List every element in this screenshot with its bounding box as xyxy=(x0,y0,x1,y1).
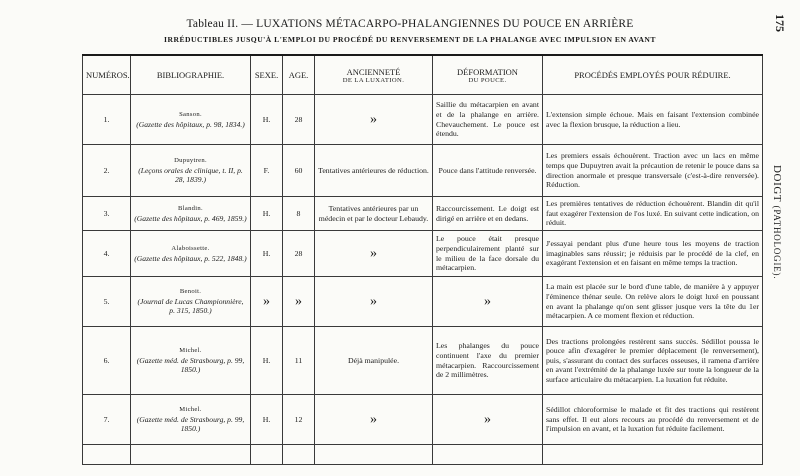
cell-age: 12 xyxy=(283,395,315,445)
col-header-age: AGE. xyxy=(283,55,315,95)
cell-anciennete: Déjà manipulée. xyxy=(315,327,433,395)
page-number: 175 xyxy=(773,14,787,32)
cell-bibliography xyxy=(131,145,251,197)
cell-procedes: J'essayai pendant plus d'une heure tous les moyens de traction imaginables sans réussir; je réduisis par le procédé de la clef, en exagérant l'extension et en faisant en même temps la traction. xyxy=(543,231,763,277)
cell-reference: (Gazette des hôpitaux, p. 522, 1848.) xyxy=(134,253,247,263)
cell-bibliography xyxy=(131,277,251,327)
table-row xyxy=(83,327,763,395)
cell-age: 60 xyxy=(283,145,315,197)
cell-age: » xyxy=(283,277,315,327)
cell-age: 11 xyxy=(283,327,315,395)
cell-reference: (Gazette des hôpitaux, p. 469, 1859.) xyxy=(134,213,247,223)
table-row xyxy=(83,95,763,145)
col-header-anciennete xyxy=(315,55,433,95)
cell-bibliography xyxy=(131,197,251,231)
cell-empty xyxy=(251,445,283,465)
cell-deformation: » xyxy=(433,277,543,327)
cell-empty xyxy=(283,445,315,465)
cell-sex: H. xyxy=(251,95,283,145)
cell-author: Michel. xyxy=(179,406,202,414)
col-header-procedes: PROCÉDÉS EMPLOYÉS POUR RÉDUIRE. xyxy=(543,55,763,95)
table-title: Tableau II. — LUXATIONS MÉTACARPO-PHALANGIENNES DU POUCE EN ARRIÈRE xyxy=(186,18,634,30)
header-row xyxy=(83,55,763,95)
cell-procedes: Sédillot chloroformise le malade et fit des tractions qui restèrent sans effet. Il eut alors recours au procédé du renversement et de l'impulsion en avant, et la luxation fut réduite facilement. xyxy=(543,395,763,445)
cell-deformation: » xyxy=(433,395,543,445)
cell-author: Alaboissette. xyxy=(171,244,210,252)
col-header-anciennete-title: ANCIENNETÉ xyxy=(346,66,401,77)
col-header-deformation-title: DÉFORMATION xyxy=(457,66,518,77)
cell-empty xyxy=(83,445,131,465)
cell-author: Sanson. xyxy=(179,110,202,118)
running-head xyxy=(771,165,783,279)
cell-num: 3. xyxy=(83,197,131,231)
cell-anciennete: » xyxy=(315,277,433,327)
cell-num: 7. xyxy=(83,395,131,445)
cell-deformation: Le pouce était presque perpendiculairement planté sur le milieu de la face dorsale du métacarpien. xyxy=(433,231,543,277)
col-header-num: NUMÉROS. xyxy=(83,55,131,95)
cell-deformation: Saillie du métacarpien en avant et de la phalange en arrière. Chevauchement. Le pouce est étendu. xyxy=(433,95,543,145)
cell-reference: (Journal de Lucas Championnière, p. 315, 1850.) xyxy=(137,296,244,316)
cell-anciennete: Tentatives antérieures par un médecin et par le docteur Lebaudy. xyxy=(315,197,433,231)
cell-deformation: Les phalanges du pouce continuent l'axe du premier métacarpien. Raccourcissement de 2 millimètres. xyxy=(433,327,543,395)
cell-empty xyxy=(433,445,543,465)
cell-reference: (Leçons orales de clinique, t. II, p. 28, 1839.) xyxy=(138,165,243,185)
cell-author: Blandin. xyxy=(178,204,203,212)
cell-num: 6. xyxy=(83,327,131,395)
cell-deformation: Pouce dans l'attitude renversée. xyxy=(433,145,543,197)
cell-age: 28 xyxy=(283,231,315,277)
cell-sex: H. xyxy=(251,327,283,395)
cell-empty xyxy=(543,445,763,465)
cell-deformation: Raccourcissement. Le doigt est dirigé en arrière et en dedans. xyxy=(433,197,543,231)
cell-anciennete: » xyxy=(315,395,433,445)
cell-anciennete: » xyxy=(315,95,433,145)
cell-num: 1. xyxy=(83,95,131,145)
cell-bibliography xyxy=(131,231,251,277)
cell-bibliography xyxy=(131,95,251,145)
running-head-subtitle: (PATHOLOGIE). xyxy=(772,205,782,280)
col-header-anciennete-sub: DE LA LUXATION. xyxy=(342,76,405,84)
cell-sex: H. xyxy=(251,197,283,231)
col-header-deformation-sub: DU POUCE. xyxy=(468,76,507,84)
table-subtitle: IRRÉDUCTIBLES JUSQU'À L'EMPLOI DU PROCÉDÉ DU RENVERSEMENT DE LA PHALANGE AVEC IMPULSION EN AVANT xyxy=(164,35,656,44)
col-header-sex: SEXE. xyxy=(251,55,283,95)
cell-age: 8 xyxy=(283,197,315,231)
table-row xyxy=(83,197,763,231)
cell-sex: H. xyxy=(251,395,283,445)
running-head-title: DOIGT xyxy=(771,165,783,203)
table-row xyxy=(83,145,763,197)
cell-procedes: Les premiers essais échouèrent. Traction avec un lacs en même temps que Dupuytren avait la précaution de retenir le pouce dans sa direction anormale et presque transversale (c'est-à-dire renversée). Réduction. xyxy=(543,145,763,197)
cell-procedes: Des tractions prolongées restèrent sans succès. Sédillot poussa le pouce afin d'exagérer le premier déplacement (le renversement), puis, s'assurant du contact des surfaces osseuses, il ramena d'arrière en avant l'extrémité de la phalange luxée sur toute la longueur de la surface articulaire du métacarpien. La luxation fut réduite. xyxy=(543,327,763,395)
cell-sex: H. xyxy=(251,231,283,277)
cell-author: Benoit. xyxy=(179,288,202,296)
cell-procedes: La main est placée sur le bord d'une table, de manière à y appuyer l'éminence thénar seule. On relève alors le doigt luxé en poussant en avant la phalange qu'on sent glisser jusque vers la tête du 1er métacarpien. A ce moment flexion et réduction. xyxy=(543,277,763,327)
col-header-bib: BIBLIOGRAPHIE. xyxy=(131,55,251,95)
cell-empty xyxy=(315,445,433,465)
cell-author: Michel. xyxy=(179,347,202,355)
cell-reference: (Gazette méd. de Strasbourg, p. 99, 1850.) xyxy=(136,414,245,434)
table-row-continued xyxy=(83,445,763,465)
cell-procedes: Les premières tentatives de réduction échouèrent. Blandin dit qu'il faut exagérer l'extension de l'os luxé. En suivant cette indication, on réduit. xyxy=(543,197,763,231)
cell-reference: (Gazette méd. de Strasbourg, p. 99, 1850.) xyxy=(136,355,245,375)
table-row xyxy=(83,231,763,277)
cell-empty xyxy=(131,445,251,465)
cell-procedes: L'extension simple échoue. Mais en faisant l'extension combinée avec la flexion brusque, la réduction a lieu. xyxy=(543,95,763,145)
cell-bibliography xyxy=(131,395,251,445)
cell-bibliography xyxy=(131,327,251,395)
cell-reference: (Gazette des hôpitaux, p. 98, 1834.) xyxy=(136,119,245,129)
col-header-deformation xyxy=(433,55,543,95)
cell-num: 4. xyxy=(83,231,131,277)
table-row xyxy=(83,395,763,445)
cell-sex: » xyxy=(251,277,283,327)
cell-sex: F. xyxy=(251,145,283,197)
cell-num: 5. xyxy=(83,277,131,327)
cell-anciennete: » xyxy=(315,231,433,277)
table-row xyxy=(83,277,763,327)
cell-age: 28 xyxy=(283,95,315,145)
cases-table xyxy=(82,54,763,465)
cell-author: Dupuytren. xyxy=(174,157,207,165)
cell-num: 2. xyxy=(83,145,131,197)
cell-anciennete: Tentatives antérieures de réduction. xyxy=(315,145,433,197)
